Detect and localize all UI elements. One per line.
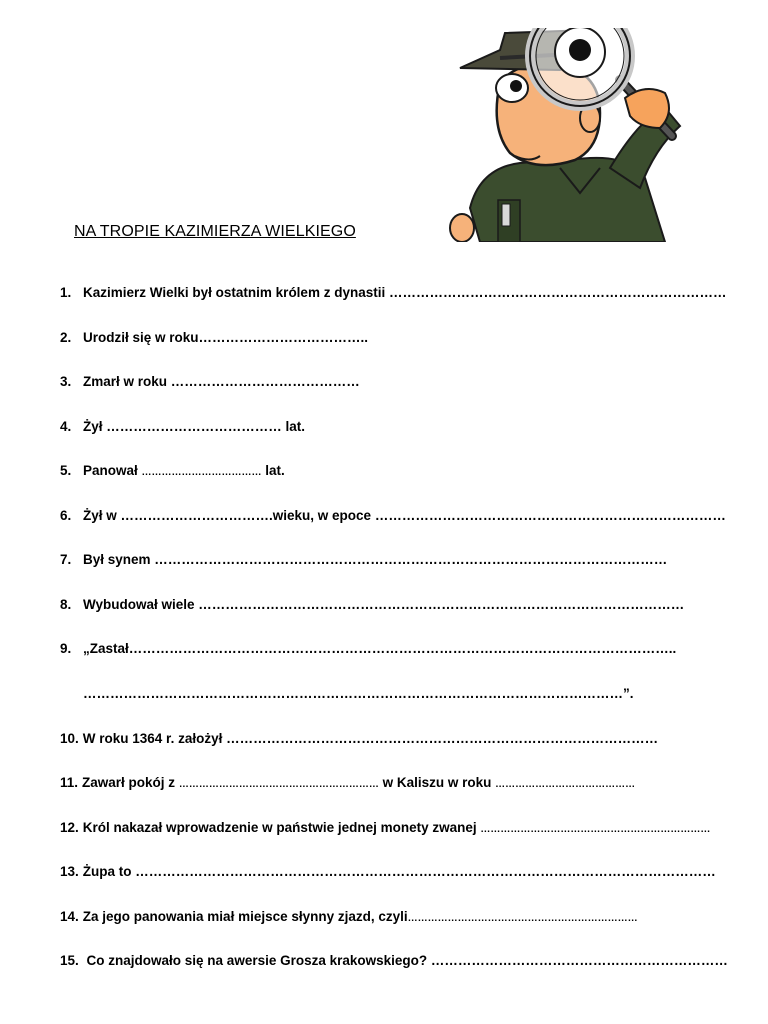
question-text: ”. bbox=[623, 686, 634, 701]
question-number: 14. bbox=[60, 909, 79, 924]
question-number: 8. bbox=[60, 597, 72, 612]
question-number: 10. bbox=[60, 731, 79, 746]
answer-blank: …………………………………………………………… bbox=[407, 913, 638, 924]
question-number: 15. bbox=[60, 953, 79, 968]
question-item bbox=[60, 640, 676, 658]
answer-blank: ………………………………………………………………………………………………………………… bbox=[135, 864, 716, 879]
answer-blank: …………………………………… bbox=[170, 374, 360, 389]
question-text: wieku, w epoce bbox=[272, 508, 375, 523]
answer-blank: …………………………………………………………………………………………………… bbox=[154, 552, 668, 567]
answer-blank: …………………………………………………… bbox=[178, 779, 379, 790]
question-number: 2. bbox=[60, 330, 72, 345]
question-number: 3. bbox=[60, 374, 72, 389]
question-text: Kazimierz Wielki był ostatnim królem z dynastii bbox=[83, 285, 389, 300]
answer-blank: ………………………………… bbox=[106, 419, 282, 434]
question-item bbox=[60, 329, 368, 347]
question-item bbox=[60, 774, 635, 794]
answer-blank: ………………………………………………………………………………………………………… bbox=[83, 686, 623, 701]
question-text: Panował bbox=[83, 463, 142, 478]
answer-blank: ……………………………… bbox=[141, 467, 262, 478]
question-text: W roku 1364 r. założył bbox=[82, 731, 227, 746]
question-number: 12. bbox=[60, 820, 79, 835]
question-item bbox=[60, 551, 667, 569]
answer-blank: ……………………………. bbox=[120, 508, 273, 523]
question-number: 6. bbox=[60, 508, 72, 523]
question-text: Zawarł pokój z bbox=[82, 775, 179, 790]
question-number: 7. bbox=[60, 552, 72, 567]
question-text: Żupa to bbox=[82, 864, 136, 879]
question-text: lat. bbox=[261, 463, 285, 478]
question-text: lat. bbox=[281, 419, 306, 434]
question-item bbox=[60, 462, 285, 482]
question-text: Za jego panowania miał miejsce słynny zjazd, czyli bbox=[82, 909, 408, 924]
question-item bbox=[60, 952, 728, 970]
question-text: Wybudował wiele bbox=[83, 597, 199, 612]
question-text: w Kaliszu w roku bbox=[378, 775, 496, 790]
question-number: 5. bbox=[60, 463, 72, 478]
question-text: Urodził się w roku bbox=[83, 330, 199, 345]
question-item bbox=[60, 507, 726, 525]
question-text: Zmarł w roku bbox=[83, 374, 171, 389]
question-item bbox=[60, 418, 305, 436]
answer-blank: …………………………………………………………… bbox=[480, 824, 711, 835]
answer-blank: ………………………………………………………………………………………………………….. bbox=[128, 641, 677, 656]
question-item bbox=[60, 373, 360, 391]
question-number: 11. bbox=[60, 775, 79, 790]
answer-blank: …………………………………………………………………… bbox=[374, 508, 726, 523]
question-item bbox=[60, 685, 634, 703]
question-number: 9. bbox=[60, 641, 72, 656]
answer-blank: ……………………………….. bbox=[198, 330, 369, 345]
question-number: 13. bbox=[60, 864, 79, 879]
answer-blank: …………………………………… bbox=[495, 779, 636, 790]
question-text: Co znajdowało się na awersie Grosza krakowskiego? bbox=[82, 953, 431, 968]
question-item bbox=[60, 284, 726, 302]
question-item bbox=[60, 819, 710, 839]
question-number: 1. bbox=[60, 285, 72, 300]
question-text: Był synem bbox=[83, 552, 155, 567]
question-item bbox=[60, 596, 684, 614]
question-item bbox=[60, 863, 716, 881]
answer-blank: ………………………………………………………………… bbox=[388, 285, 727, 300]
question-text: Żył bbox=[83, 419, 107, 434]
answer-blank: …………………………………………………………………………………… bbox=[226, 731, 659, 746]
answer-blank: ………………………………………………………… bbox=[430, 953, 728, 968]
page-title: NA TROPIE KAZIMIERZA WIELKIEGO bbox=[74, 223, 356, 240]
detective-with-magnifying-glass-icon bbox=[440, 28, 740, 242]
question-number: 4. bbox=[60, 419, 72, 434]
answer-blank: ……………………………………………………………………………………………… bbox=[198, 597, 685, 612]
question-item bbox=[60, 908, 638, 928]
question-text: Król nakazał wprowadzenie w państwie jednej monety zwanej bbox=[82, 820, 481, 835]
question-item bbox=[60, 730, 658, 748]
question-text: Żył w bbox=[83, 508, 121, 523]
question-text: „Zastał bbox=[83, 641, 129, 656]
